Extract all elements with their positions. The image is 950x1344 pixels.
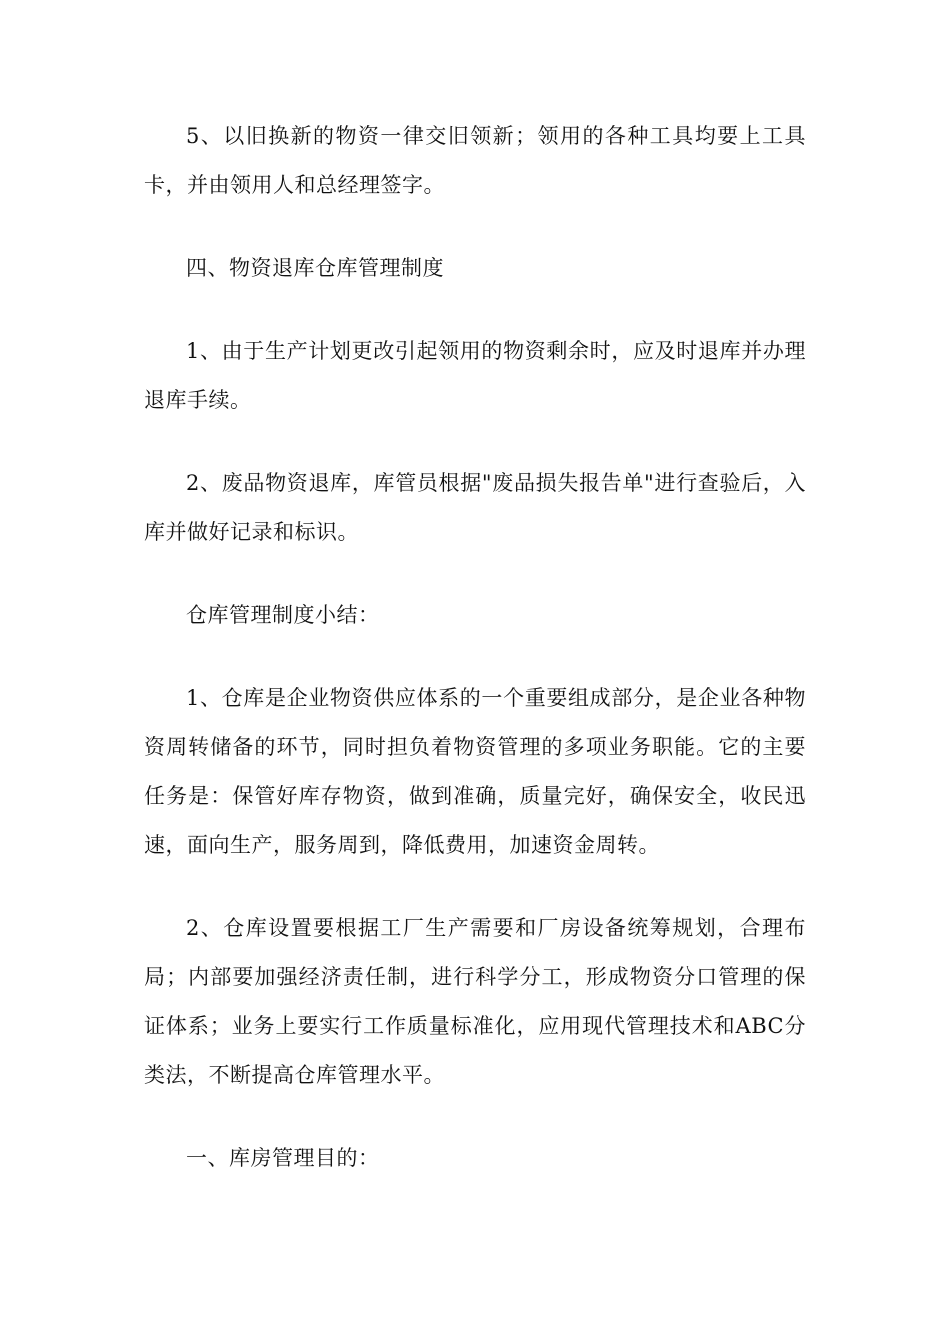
paragraph-item-5-exchange: 5、以旧换新的物资一律交旧领新；领用的各种工具均要上工具卡，并由领用人和总经理签字。 [144,124,806,197]
paragraph-summary-1: 1、仓库是企业物资供应体系的一个重要组成部分，是企业各种物资周转储备的环节，同时担负着物资管理的多项业务职能。它的主要任务是：保管好库存物资，做到准确，质量完好，确保安全，收民迅速，面向生产，服务周到，降低费用，加速资金周转。 [144,686,806,857]
section-heading-summary: 仓库管理制度小结： [186,603,380,627]
section-heading-return-to-warehouse: 四、物资退库仓库管理制度 [186,256,444,280]
section-heading-storage-purpose: 一、库房管理目的： [186,1146,380,1170]
paragraph-return-waste: 2、废品物资退库，库管员根据"废品损失报告单"进行查验后，入库并做好记录和标识。 [144,471,806,544]
paragraph-return-surplus: 1、由于生产计划更改引起领用的物资剩余时，应及时退库并办理退库手续。 [144,339,806,412]
paragraph-summary-2: 2、仓库设置要根据工厂生产需要和厂房设备统筹规划，合理布局；内部要加强经济责任制，进行科学分工，形成物资分口管理的保证体系；业务上要实行工作质量标准化，应用现代管理技术和ABC分类法，不断提高仓库管理水平。 [144,916,806,1087]
